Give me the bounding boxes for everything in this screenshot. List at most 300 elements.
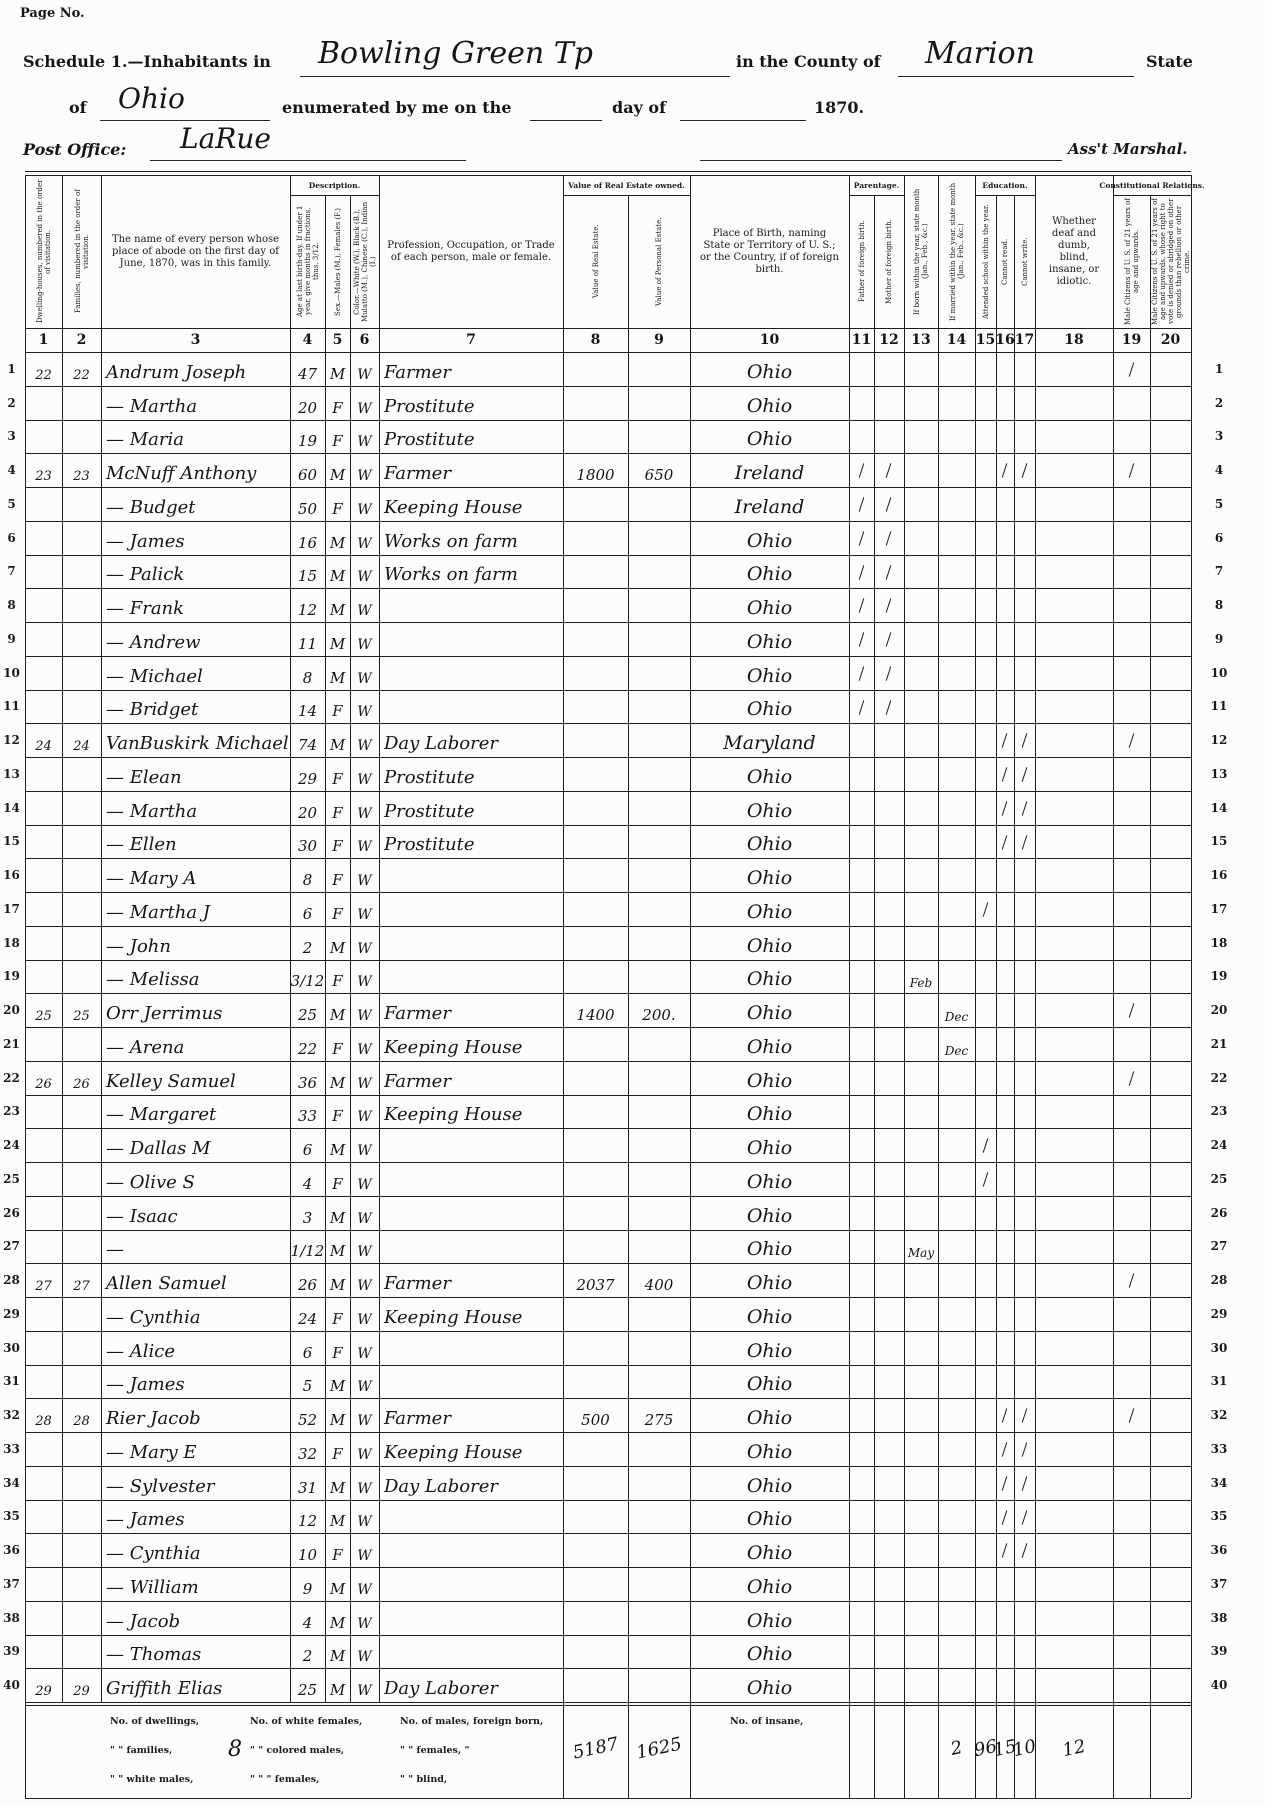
row-number-right: 4	[1214, 463, 1224, 478]
check-mark	[1002, 1476, 1008, 1491]
cell-sex: M	[329, 567, 346, 586]
check-mark	[858, 700, 864, 715]
check-mark	[858, 666, 864, 681]
cell-color: W	[357, 738, 372, 754]
row-number-right: 31	[1210, 1374, 1228, 1389]
row-number-left: 20	[3, 1003, 20, 1018]
cell-sex: M	[329, 1478, 346, 1497]
cell-name: — James	[106, 530, 185, 552]
cell-sex: M	[329, 1681, 346, 1699]
cell-name: — James	[106, 1374, 185, 1396]
row-number-right: 16	[1210, 868, 1228, 883]
cell-sex: F	[332, 499, 343, 518]
group-header-label: Description.	[308, 180, 361, 190]
cell-color: W	[357, 1041, 372, 1058]
summary-column-total: 15	[991, 1735, 1019, 1761]
cell-age: 4	[302, 1613, 313, 1632]
cell-occupation: Farmer	[384, 1408, 451, 1429]
grid-line	[25, 171, 1191, 172]
group-header	[290, 175, 379, 195]
cell-age: 10	[297, 1546, 318, 1564]
cell-dwelling: 25	[35, 1009, 52, 1024]
grid-line	[1113, 175, 1114, 1798]
grid-line	[874, 195, 875, 1798]
county-value: Marion	[925, 36, 1035, 71]
cell-age: 30	[297, 837, 318, 856]
row-number-left: 38	[3, 1610, 20, 1625]
cell-birthplace: Ohio	[746, 1002, 793, 1024]
cell-birthplace: Ohio	[746, 1035, 793, 1058]
cell-sex: F	[332, 432, 343, 451]
cell-name: — William	[106, 1576, 199, 1598]
cell-age: 32	[297, 1444, 318, 1463]
group-header	[1099, 175, 1205, 195]
column-header-text: If born within the year, state month (Jan., Feb., &c.)	[913, 188, 929, 315]
row-number-left: 1	[7, 361, 16, 376]
row-number-left: 12	[3, 733, 20, 748]
column-number: 16	[995, 332, 1015, 348]
cell-occupation: Farmer	[384, 361, 451, 383]
cell-birthplace: Maryland	[723, 732, 816, 754]
cell-dwelling: 24	[35, 739, 52, 754]
cell-personal-estate: 275	[644, 1411, 674, 1429]
cell-sex: M	[329, 1208, 346, 1227]
cell-sex: M	[329, 1006, 346, 1024]
cell-birthplace: Ohio	[746, 1609, 793, 1632]
summary-column-total: 10	[1011, 1735, 1038, 1761]
cell-sex: M	[329, 1411, 346, 1429]
row-number-right: 33	[1210, 1441, 1228, 1456]
grid-line	[25, 892, 1191, 893]
summary-label: " " families,	[110, 1745, 173, 1756]
summary-insane-label: No. of insane,	[730, 1716, 804, 1727]
cell-color: W	[357, 1176, 372, 1193]
cell-age: 20	[297, 803, 318, 822]
group-header-label: Constitutional Relations.	[1099, 180, 1205, 190]
summary-label: No. of dwellings,	[110, 1716, 200, 1727]
cell-sex: M	[329, 1242, 346, 1261]
column-header-text: Value of Real Estate.	[591, 224, 600, 299]
row-number-left: 30	[3, 1340, 20, 1355]
grid-line	[25, 1331, 1191, 1332]
cell-sex: M	[329, 1512, 346, 1531]
grid-line	[62, 175, 63, 1702]
cell-age: 9	[302, 1579, 313, 1598]
check-mark	[1128, 1071, 1134, 1086]
check-mark	[1128, 1408, 1134, 1423]
column-header-text: Profession, Occupation, or Trade of each person, male or female.	[387, 239, 555, 263]
group-header	[975, 175, 1035, 195]
row-number-left: 28	[3, 1273, 20, 1288]
cell-color: W	[357, 805, 372, 822]
cell-sex: F	[332, 702, 343, 721]
check-mark	[1128, 463, 1134, 478]
row-number-left: 17	[3, 901, 20, 916]
summary-column-total: 2	[948, 1736, 965, 1760]
row-number-left: 31	[3, 1374, 20, 1389]
row-number-right: 40	[1210, 1678, 1228, 1693]
cell-color: W	[357, 1210, 372, 1227]
cell-name: — Ellen	[106, 834, 177, 856]
cell-age: 2	[302, 1647, 313, 1666]
cell-occupation: Works on farm	[384, 564, 518, 586]
cell-age: 11	[297, 634, 318, 653]
cell-sex: F	[332, 972, 343, 991]
cell-age: 12	[297, 601, 318, 619]
cell-name: Allen Samuel	[106, 1273, 227, 1294]
check-mark	[886, 497, 892, 512]
grid-line	[25, 352, 1191, 353]
summary-column-total: 5187	[570, 1732, 621, 1764]
grid-line	[25, 1601, 1191, 1602]
grid-line	[25, 487, 1191, 488]
cell-color: W	[357, 1548, 372, 1564]
summary-label: " " females, "	[400, 1745, 470, 1756]
row-number-right: 2	[1214, 395, 1224, 410]
summary-label: " " white males,	[110, 1774, 194, 1785]
grid-line	[25, 656, 1191, 657]
grid-line	[25, 1365, 1191, 1366]
cell-sex: M	[329, 1647, 346, 1666]
grid-line	[690, 175, 691, 1798]
cell-color: W	[357, 906, 372, 923]
column-header	[690, 175, 849, 328]
cell-name: — Melissa	[106, 969, 200, 991]
year-label: 1870.	[814, 98, 865, 117]
check-mark	[1002, 1543, 1008, 1558]
row-number-left: 27	[3, 1239, 20, 1254]
column-header-text: Cannot read.	[1001, 238, 1009, 285]
row-number-right: 34	[1210, 1475, 1228, 1490]
row-number-left: 15	[3, 834, 20, 849]
cell-color: W	[357, 1649, 372, 1666]
cell-birthplace: Ohio	[746, 1542, 793, 1564]
column-header	[996, 195, 1014, 328]
cell-color: W	[357, 400, 372, 417]
cell-birthplace: Ohio	[746, 1305, 793, 1328]
cell-birthplace: Ohio	[746, 867, 793, 889]
grid-line	[25, 1297, 1191, 1298]
cell-personal-estate: 400	[644, 1276, 674, 1294]
column-number: 5	[332, 332, 343, 348]
column-header	[1150, 195, 1191, 328]
check-mark	[1002, 801, 1008, 816]
grid-line	[25, 175, 26, 1798]
cell-sex: F	[332, 904, 343, 923]
column-number: 19	[1121, 332, 1142, 348]
state-value: Ohio	[118, 82, 185, 115]
check-mark	[886, 463, 892, 478]
cell-dwelling: 27	[35, 1279, 52, 1294]
cell-color: W	[357, 636, 372, 653]
cell-birthplace: Ohio	[746, 1204, 793, 1227]
cell-color: W	[357, 1379, 372, 1396]
cell-sex: F	[332, 1546, 343, 1564]
column-header	[938, 175, 975, 328]
column-number: 20	[1160, 332, 1181, 348]
grid-line	[25, 1500, 1191, 1501]
cell-occupation: Farmer	[384, 463, 451, 484]
post-office-value: LaRue	[180, 122, 271, 155]
cell-age: 60	[297, 466, 318, 484]
cell-birthplace: Ohio	[746, 833, 793, 856]
state-label: State	[1146, 52, 1193, 71]
cell-sex: M	[329, 736, 346, 754]
summary-label: " " blind,	[400, 1774, 448, 1785]
cell-age: 12	[297, 1512, 318, 1531]
cell-occupation: Day Laborer	[384, 1475, 498, 1497]
grid-line	[1191, 175, 1192, 1798]
cell-birthplace: Ohio	[746, 799, 793, 822]
cell-age: 52	[297, 1411, 318, 1429]
row-number-left: 35	[3, 1509, 20, 1524]
cell-family: 23	[73, 469, 90, 484]
cell-name: — Isaac	[106, 1205, 178, 1227]
check-mark	[1128, 1273, 1134, 1288]
cell-age: 36	[297, 1073, 318, 1092]
cell-age: 22	[297, 1039, 318, 1058]
cell-occupation: Day Laborer	[384, 1678, 498, 1699]
column-number: 2	[76, 332, 87, 348]
cell-sex: M	[329, 601, 346, 619]
row-number-left: 18	[3, 935, 20, 950]
grid-line	[25, 1095, 1191, 1096]
row-number-right: 9	[1214, 631, 1224, 646]
check-mark	[1128, 1003, 1134, 1018]
row-number-right: 5	[1214, 496, 1224, 511]
grid-line	[25, 757, 1191, 758]
check-mark	[858, 632, 864, 647]
cell-birthplace: Ohio	[746, 529, 793, 552]
row-number-right: 36	[1210, 1543, 1228, 1558]
grid-line	[25, 1162, 1191, 1163]
grid-line	[25, 453, 1191, 454]
cell-birthplace: Ohio	[746, 1137, 793, 1159]
grid-line	[25, 386, 1191, 387]
cell-name: — Frank	[106, 598, 185, 619]
cell-name: — Maria	[106, 429, 184, 451]
cell-name: Rier Jacob	[106, 1408, 201, 1429]
cell-color: W	[357, 1446, 372, 1463]
cell-name: — Sylvester	[106, 1475, 215, 1497]
cell-age: 6	[302, 1141, 313, 1159]
row-number-right: 37	[1210, 1576, 1228, 1591]
grid-line	[25, 622, 1191, 623]
cell-family: 26	[73, 1076, 90, 1092]
cell-occupation: Prostitute	[384, 834, 475, 856]
row-number-right: 24	[1210, 1138, 1228, 1153]
column-header	[101, 175, 290, 328]
cell-age: 1/12	[290, 1242, 325, 1261]
grid-line	[25, 1567, 1191, 1568]
grid-line	[25, 723, 1191, 724]
cell-name: McNuff Anthony	[106, 463, 257, 484]
grid-line	[563, 175, 564, 1798]
cell-sex: M	[329, 938, 346, 957]
cell-age: 16	[297, 533, 318, 552]
cell-color: W	[357, 434, 372, 451]
cell-sex: M	[329, 634, 346, 653]
cell-age: 3/12	[290, 972, 325, 991]
row-number-left: 25	[3, 1171, 20, 1186]
cell-birthplace: Ohio	[746, 900, 793, 923]
check-mark	[858, 598, 864, 613]
cell-birthplace: Ohio	[746, 630, 793, 653]
check-mark	[1002, 733, 1008, 748]
cell-sex: F	[332, 769, 343, 788]
cell-birthplace: Ohio	[746, 1643, 793, 1666]
grid-line	[25, 1027, 1191, 1028]
row-number-right: 6	[1214, 530, 1224, 545]
summary-column-total: 1625	[634, 1732, 684, 1764]
row-number-right: 26	[1210, 1205, 1228, 1220]
summary-label: " " " females,	[250, 1774, 320, 1785]
township-value: Bowling Green Tp	[318, 36, 593, 71]
column-number: 12	[879, 332, 899, 348]
cell-color: W	[357, 535, 372, 552]
cell-birthplace: Ohio	[746, 1508, 793, 1531]
cell-color: W	[357, 1143, 372, 1159]
cell-age: 25	[297, 1681, 318, 1699]
column-header	[62, 175, 101, 328]
cell-age: 25	[297, 1006, 318, 1024]
cell-color: W	[357, 873, 372, 889]
grid-line	[25, 1230, 1191, 1231]
row-number-left: 22	[3, 1070, 20, 1085]
cell-occupation: Keeping House	[384, 1441, 523, 1463]
grid-line	[25, 521, 1191, 522]
grid-line	[25, 1702, 1191, 1703]
cell-born-month: May	[907, 1246, 935, 1261]
grid-line	[25, 1466, 1191, 1467]
cell-dwelling: 28	[35, 1414, 52, 1429]
row-number-right: 10	[1210, 665, 1228, 680]
grid-line	[25, 175, 1191, 176]
grid-line	[25, 993, 1191, 994]
cell-birthplace: Ohio	[746, 1407, 793, 1429]
cell-born-month: Feb	[909, 976, 933, 991]
cell-sex: F	[332, 1343, 343, 1362]
grid-line	[996, 195, 997, 1798]
cell-name: — John	[106, 935, 171, 957]
column-header	[628, 195, 690, 328]
grid-line	[290, 175, 291, 1702]
cell-name: — Arena	[106, 1036, 185, 1058]
post-office-label: Post Office:	[23, 140, 127, 159]
grid-line	[904, 175, 905, 1798]
cell-occupation: Farmer	[384, 1070, 451, 1092]
grid-line	[1035, 175, 1036, 1798]
cell-age: 24	[297, 1309, 318, 1328]
cell-occupation: Keeping House	[384, 1104, 523, 1126]
cell-color: W	[357, 1311, 372, 1328]
grid-line	[849, 175, 850, 1798]
schedule-label: Schedule 1.—Inhabitants in	[23, 52, 271, 71]
cell-name: — Palick	[106, 564, 185, 586]
column-number: 7	[466, 332, 476, 348]
column-number: 10	[759, 332, 780, 348]
check-mark	[1021, 1476, 1027, 1491]
cell-family: 25	[73, 1009, 90, 1024]
cell-dwelling: 26	[35, 1076, 52, 1092]
cell-occupation: Day Laborer	[384, 733, 498, 754]
row-number-left: 23	[3, 1104, 20, 1119]
cell-birthplace: Ohio	[746, 1103, 793, 1126]
row-number-left: 34	[3, 1475, 20, 1490]
cell-name: VanBuskirk Michael	[106, 733, 289, 754]
cell-occupation: Prostitute	[384, 395, 475, 417]
cell-birthplace: Ohio	[746, 1170, 793, 1193]
cell-family: 24	[73, 739, 90, 754]
cell-age: 3	[302, 1208, 313, 1227]
cell-birthplace: Ohio	[746, 664, 793, 687]
check-mark	[886, 531, 892, 546]
row-number-left: 4	[7, 463, 16, 478]
cell-name: Griffith Elias	[106, 1678, 223, 1699]
cell-family: 27	[73, 1279, 90, 1294]
column-header-text: Attended school within the year.	[981, 204, 990, 319]
cell-family: 28	[73, 1414, 90, 1429]
county-label: in the County of	[736, 52, 881, 71]
cell-birthplace: Ohio	[746, 698, 793, 721]
row-number-left: 24	[3, 1138, 20, 1153]
group-header	[849, 175, 904, 195]
cell-color: W	[357, 1008, 372, 1024]
row-number-left: 21	[3, 1036, 20, 1051]
check-mark	[982, 902, 988, 917]
cell-birthplace: Ohio	[746, 597, 793, 619]
cell-occupation: Prostitute	[384, 766, 475, 788]
row-number-left: 40	[3, 1678, 20, 1693]
cell-name: — Michael	[106, 665, 203, 687]
grid-line	[25, 1705, 1191, 1706]
cell-occupation: Keeping House	[384, 1036, 523, 1058]
row-number-left: 14	[3, 800, 20, 815]
cell-birthplace: Ohio	[746, 765, 793, 788]
grid-line	[938, 175, 939, 1798]
grid-line	[25, 858, 1191, 859]
cell-sex: F	[332, 1107, 343, 1126]
row-number-left: 32	[3, 1408, 20, 1423]
check-mark	[1021, 835, 1027, 850]
cell-color: W	[357, 1413, 372, 1429]
column-header	[975, 195, 996, 328]
cell-name: — Martha	[106, 800, 198, 822]
grid-line	[25, 960, 1191, 961]
cell-name: — Cynthia	[106, 1306, 201, 1328]
cell-color: W	[357, 1480, 372, 1497]
cell-age: 2	[302, 938, 313, 957]
grid-line	[25, 1263, 1191, 1264]
column-number: 1	[38, 332, 49, 348]
cell-occupation: Keeping House	[384, 496, 523, 518]
row-number-right: 29	[1210, 1306, 1228, 1321]
column-header	[25, 175, 62, 328]
grid-line	[379, 175, 380, 1702]
cell-birthplace: Ohio	[746, 1272, 793, 1294]
row-number-left: 36	[3, 1543, 20, 1558]
cell-birthplace: Ohio	[746, 1339, 793, 1362]
grid-line	[25, 1635, 1191, 1636]
cell-name: — Bridget	[106, 699, 199, 721]
check-mark	[1002, 767, 1008, 782]
column-header-text: Cannot write.	[1020, 237, 1029, 286]
row-number-left: 13	[3, 766, 20, 781]
cell-sex: M	[329, 1377, 346, 1396]
row-number-left: 33	[3, 1441, 20, 1456]
column-header-text: Father of foreign birth.	[857, 220, 866, 303]
check-mark	[1021, 1543, 1027, 1558]
